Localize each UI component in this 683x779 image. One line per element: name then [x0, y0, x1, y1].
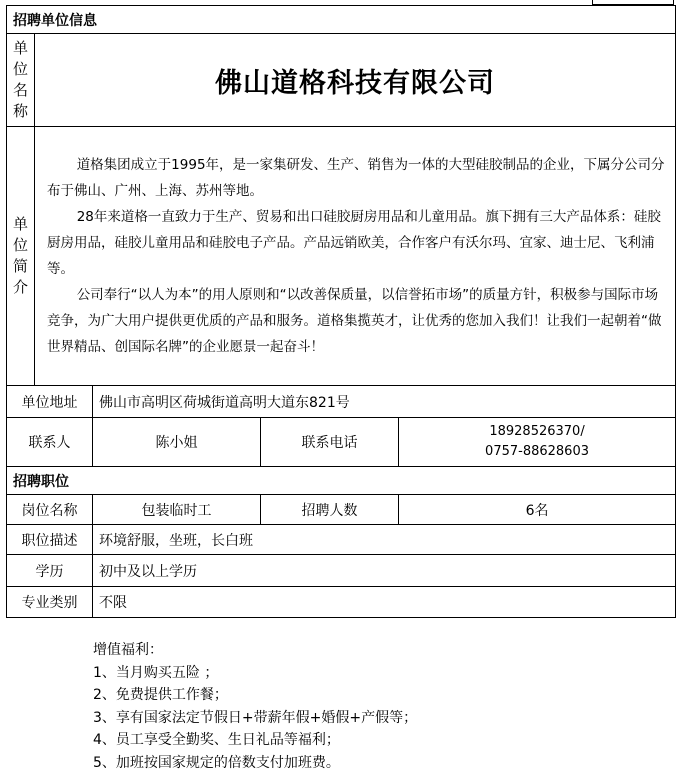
intro-paragraph: 公司奉行“以人为本”的用人原则和“以改善保质量，以信誉拓市场”的质量方针，积极参与国际市场竞争，为广大用户提供更优质的产品和服务。道格集揽英才，让优秀的您加入我们！让我们一起朝着“做世界精品、创国际名牌”的企业愿景一起奋斗！ [47, 287, 662, 355]
contact-value: 陈小姐 [93, 418, 261, 467]
benefit-item: 3、享有国家法定节假日+带薪年假+婚假+产假等； [93, 709, 418, 726]
education-label: 学历 [7, 555, 93, 587]
phone-line: 0757-88628603 [485, 444, 589, 459]
major-value: 不限 [93, 587, 676, 618]
address-label: 单位地址 [7, 386, 93, 418]
label-char: 简 [12, 257, 28, 275]
education-value: 初中及以上学历 [93, 555, 676, 587]
job-title-value: 包装临时工 [93, 495, 261, 525]
benefits-title: 增值福利： [93, 642, 163, 658]
label-char: 名 [12, 81, 28, 99]
benefit-item: 2、免费提供工作餐； [93, 687, 228, 703]
job-title-label: 岗位名称 [7, 495, 93, 525]
label-char: 位 [12, 236, 28, 254]
label-char: 单 [12, 215, 28, 233]
phone-value [399, 418, 676, 467]
recruitment-form [6, 5, 676, 618]
company-name: 佛山道格科技有限公司 [35, 34, 676, 127]
job-desc-label: 职位描述 [7, 525, 93, 555]
company-name-label [7, 34, 35, 127]
intro-paragraph: 道格集团成立于1995年，是一家集研发、生产、销售为一体的大型硅胶制品的企业，下属分公司分布于佛山、广州、上海、苏州等地。 [47, 157, 665, 199]
benefit-item: 1、当月购买五险 ； [93, 664, 219, 681]
job-desc-value: 环境舒服，坐班，长白班 [93, 525, 676, 555]
contact-label: 联系人 [7, 418, 93, 467]
label-char: 单 [12, 39, 28, 57]
label-char: 称 [12, 102, 28, 120]
section-company-info: 招聘单位信息 [7, 6, 676, 34]
benefits-list [93, 639, 417, 774]
address-value: 佛山市高明区荷城街道高明大道东821号 [93, 386, 676, 418]
company-intro-label [7, 127, 35, 386]
headcount-label: 招聘人数 [261, 495, 399, 525]
phone-label: 联系电话 [261, 418, 399, 467]
company-intro [35, 127, 676, 386]
label-char: 位 [12, 60, 28, 78]
headcount-value: 6名 [399, 495, 676, 525]
phone-line: 18928526370/ [489, 424, 585, 439]
benefit-item: 5、加班按国家规定的倍数支付加班费。 [93, 754, 340, 771]
label-char: 介 [12, 278, 28, 296]
section-positions: 招聘职位 [7, 467, 676, 495]
benefit-item: 4、员工享受全勤奖、生日礼品等福利； [93, 732, 340, 748]
intro-paragraph: 28年来道格一直致力于生产、贸易和出口硅胶厨房用品和儿童用品。旗下拥有三大产品体系：硅胶厨房用品，硅胶儿童用品和硅胶电子产品。产品远销欧美，合作客户有沃尔玛、宜家、迪士尼、飞利浦等。 [47, 209, 661, 277]
major-label: 专业类别 [7, 587, 93, 618]
